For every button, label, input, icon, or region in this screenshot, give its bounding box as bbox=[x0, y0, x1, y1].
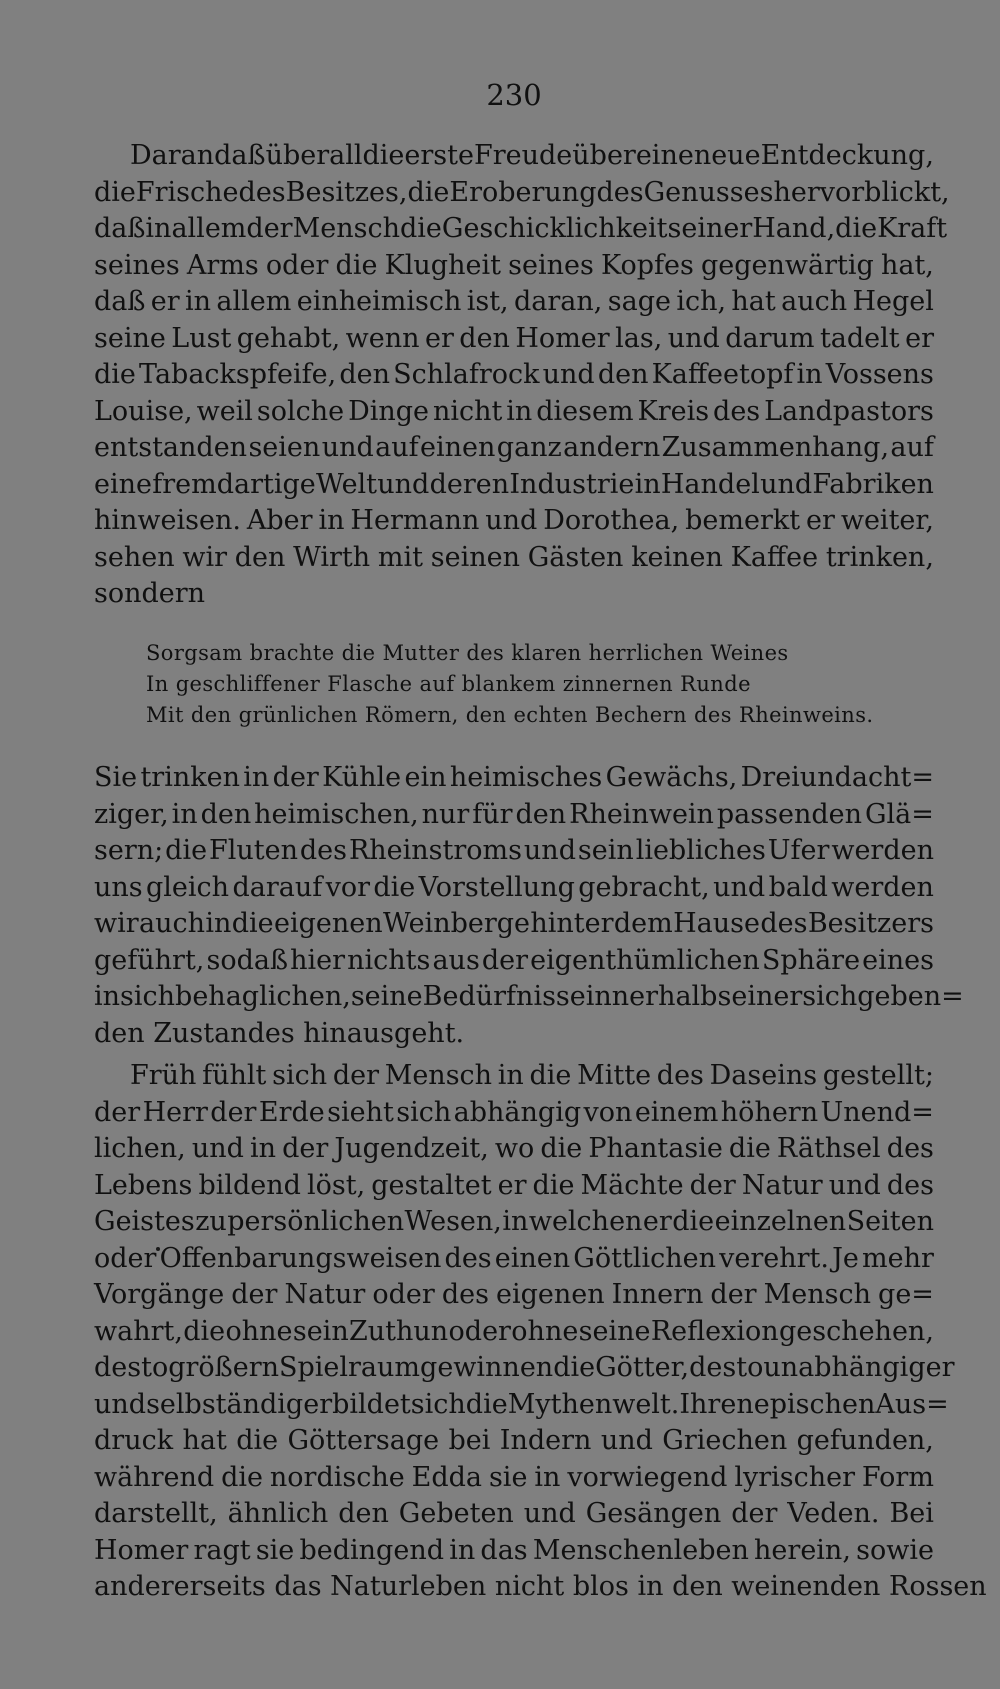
text-line: der Herr der Erde sieht sich abhängig von einem höhern Unend= bbox=[94, 1096, 934, 1128]
text-line: Lebens bildend löst, gestaltet er die Mächte der Natur und des bbox=[94, 1169, 934, 1201]
book-page bbox=[94, 0, 987, 1689]
text-line: lichen, und in der Jugendzeit, wo die Phantasie die Räthsel des bbox=[94, 1133, 934, 1164]
text-line: entstanden seien und auf einen ganz andern Zusammenhang, auf bbox=[94, 432, 934, 463]
text-line: daß in allem der Mensch die Geschicklichkeit seiner Hand, die Kraft bbox=[94, 213, 948, 244]
text-line: ziger, in den heimischen, nur für den Rheinwein passenden Glä= bbox=[94, 798, 934, 830]
text-line: Früh fühlt sich der Mensch in die Mitte des Daseins gestellt; bbox=[130, 1060, 934, 1091]
text-line: wahrt, die ohne sein Zuthun oder ohne seine Reflexion geschehen, bbox=[94, 1315, 934, 1347]
paragraph-2 bbox=[94, 760, 964, 1052]
text-line: den Zustandes hinausgeht. bbox=[94, 1017, 465, 1049]
text-line: hinweisen. Aber in Hermann und Dorothea, bemerkt er weiter, bbox=[94, 505, 934, 536]
text-line: Sie trinken in der Kühle ein heimisches Gewächs, Dreiundacht= bbox=[94, 762, 934, 793]
text-line: oder Offenbarungsweisen des einen Göttlichen verehrt. Je mehr bbox=[94, 1242, 934, 1274]
verse-line: Sorgsam brachte die Mutter des klaren herrlichen Weines bbox=[146, 641, 789, 665]
text-line: Homer ragt sie bedingend in das Menschenleben herein, sowie bbox=[94, 1534, 934, 1566]
paragraph-3 bbox=[94, 1058, 987, 1606]
verse-line: In geschliffener Flasche auf blankem zinnernen Runde bbox=[146, 672, 751, 696]
text-line: druck hat die Göttersage bei Indern und Griechen gefunden, bbox=[94, 1425, 934, 1456]
text-line: andererseits das Naturleben nicht blos in den weinenden Rossen bbox=[94, 1571, 987, 1602]
verse-quotation bbox=[146, 638, 886, 731]
text-line: Geistes zu persönlichen Wesen, in welchen er die einzelnen Seiten bbox=[94, 1206, 934, 1237]
text-line: geführt, sodaß hier nichts aus der eigenthümlichen Sphäre eines bbox=[94, 944, 934, 976]
text-line: wir auch in die eigenen Weinberge hinter dem Hause des Besitzers bbox=[94, 908, 934, 939]
text-line: desto größern Spielraum gewinnen die Götter, desto unabhängiger bbox=[94, 1352, 955, 1383]
text-line: daß er in allem einheimisch ist, daran, sage ich, hat auch Hegel bbox=[94, 286, 934, 317]
text-line: seines Arms oder die Klugheit seines Kopfes gegenwärtig hat, bbox=[94, 249, 934, 281]
text-line: die Tabackspfeife, den Schlafrock und den Kaffeetopf in Vossens bbox=[94, 359, 934, 390]
stray-ink-mark bbox=[156, 1247, 160, 1251]
text-line: und selbständiger bildet sich die Mythenwelt. Ihren epischen Aus= bbox=[94, 1388, 949, 1420]
verse-line: Mit den grünlichen Römern, den echten Bechern des Rheinweins. bbox=[146, 703, 874, 727]
page-number: 230 bbox=[486, 78, 542, 112]
text-line: eine fremdartige Welt und deren Industrie in Handel und Fabriken bbox=[94, 468, 934, 500]
text-line: sern; die Fluten des Rheinstroms und sein liebliches Ufer werden bbox=[94, 835, 934, 866]
text-line: in sich behaglichen, seine Bedürfnisse innerhalb seiner sich geben= bbox=[94, 981, 964, 1012]
text-line: darstellt, ähnlich den Gebeten und Gesängen der Veden. Bei bbox=[94, 1498, 934, 1529]
text-line: Daran daß überall die erste Freude über eine neue Entdeckung, bbox=[130, 140, 934, 171]
text-line: sehen wir den Wirth mit seinen Gästen keinen Kaffee trinken, bbox=[94, 541, 934, 573]
text-line: Vorgänge der Natur oder des eigenen Innern der Mensch ge= bbox=[94, 1279, 934, 1310]
text-line: uns gleich darauf vor die Vorstellung gebracht, und bald werden bbox=[94, 871, 934, 903]
text-line: während die nordische Edda sie in vorwiegend lyrischer Form bbox=[94, 1461, 934, 1493]
text-line: Louise, weil solche Dinge nicht in diesem Kreis des Landpastors bbox=[94, 395, 934, 427]
text-line: sondern bbox=[94, 578, 206, 609]
text-line: seine Lust gehabt, wenn er den Homer las, und darum tadelt er bbox=[94, 322, 934, 354]
paragraph-1 bbox=[94, 138, 950, 613]
text-line: die Frische des Besitzes, die Eroberung des Genusses hervorblickt, bbox=[94, 176, 950, 208]
